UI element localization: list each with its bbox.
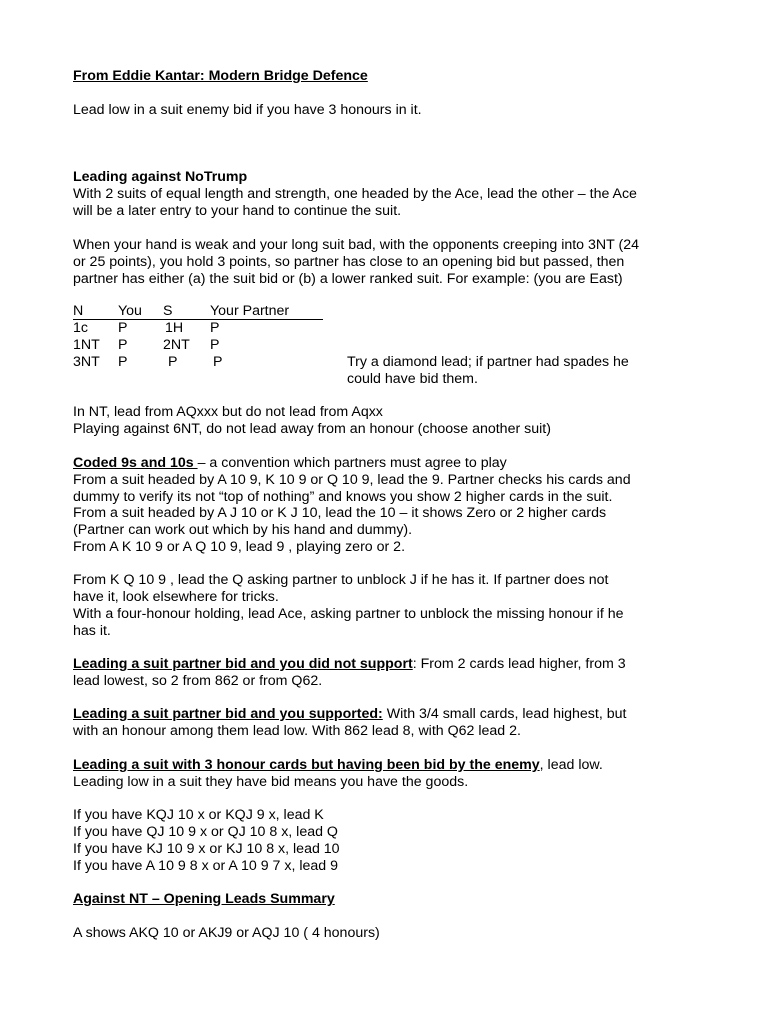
auction-cell: 1H bbox=[165, 320, 184, 336]
enemy-suit-line2: Leading low in a suit they have bid means you have the goods. bbox=[73, 774, 469, 790]
auction-cell: 3NT bbox=[73, 354, 100, 370]
auction-cell: P bbox=[210, 337, 220, 353]
coded-heading-rest: – a convention which partners must agree to play bbox=[197, 455, 507, 471]
nt-p1-line: With 2 suits of equal length and strength, one headed by the Ace, lead the other – the Ace bbox=[73, 186, 637, 202]
auction-cell: 1NT bbox=[73, 337, 100, 353]
partner-suit-supported-rest: With 3/4 small cards, lead highest, but bbox=[382, 706, 627, 722]
nt-p3-line: In NT, lead from AQxxx but do not lead from Aqxx bbox=[73, 404, 383, 420]
auction-note-line: could have bid them. bbox=[347, 371, 478, 387]
auction-cell: P bbox=[118, 337, 128, 353]
enemy-suit-line bbox=[73, 757, 603, 774]
coded-line: From a suit headed by A 10 9, K 10 9 or Q 10 9, lead the 9. Partner checks his cards and bbox=[73, 472, 631, 488]
nt-heading: Leading against NoTrump bbox=[73, 169, 248, 185]
nt-p1-line: will be a later entry to your hand to continue the suit. bbox=[73, 203, 402, 219]
intro-text: Lead low in a suit enemy bid if you have 3 honours in it. bbox=[73, 102, 422, 118]
summary-line: A shows AKQ 10 or AKJ9 or AQJ 10 ( 4 honours) bbox=[73, 925, 380, 941]
auction-header-you: You bbox=[118, 303, 142, 319]
partner-suit-unsupported-rest: : From 2 cards lead higher, from 3 bbox=[412, 656, 626, 672]
kq-line: has it. bbox=[73, 623, 111, 639]
partner-suit-supported-line2: with an honour among them lead low. With 862 lead 8, with Q62 lead 2. bbox=[73, 723, 521, 739]
auction-header-partner: Your Partner bbox=[210, 303, 290, 319]
enemy-suit-heading: Leading a suit with 3 honour cards but having been bid by the enemy bbox=[73, 757, 540, 773]
auction-cell: P bbox=[210, 320, 220, 336]
kq-line: From K Q 10 9 , lead the Q asking partner to unblock J if he has it. If partner does not bbox=[73, 572, 609, 588]
coded-line: dummy to verify its not “top of nothing” and knows you show 2 higher cards in the suit. bbox=[73, 489, 613, 505]
if-line: If you have KQJ 10 x or KQJ 9 x, lead K bbox=[73, 807, 324, 823]
kq-line: have it, look elsewhere for tricks. bbox=[73, 589, 279, 605]
coded-line: From A K 10 9 or A Q 10 9, lead 9 , playing zero or 2. bbox=[73, 539, 406, 555]
if-line: If you have A 10 9 8 x or A 10 9 7 x, lead 9 bbox=[73, 858, 339, 874]
nt-p2-line: partner has either (a) the suit bid or (b) a lower ranked suit. For example: (you are East) bbox=[73, 271, 623, 287]
document-title: From Eddie Kantar: Modern Bridge Defence bbox=[73, 68, 368, 84]
if-line: If you have KJ 10 9 x or KJ 10 8 x, lead 10 bbox=[73, 841, 340, 857]
auction-cell: P bbox=[118, 354, 128, 370]
partner-suit-unsupported-line2: lead lowest, so 2 from 862 or from Q62. bbox=[73, 673, 323, 689]
if-line: If you have QJ 10 9 x or QJ 10 8 x, lead Q bbox=[73, 824, 338, 840]
kq-line: With a four-honour holding, lead Ace, asking partner to unblock the missing honour if he bbox=[73, 606, 624, 622]
coded-line: From a suit headed by A J 10 or K J 10, lead the 10 – it shows Zero or 2 higher cards bbox=[73, 505, 607, 521]
nt-p3-line: Playing against 6NT, do not lead away from an honour (choose another suit) bbox=[73, 421, 551, 437]
auction-header-n: N bbox=[73, 303, 84, 319]
auction-cell: P bbox=[118, 320, 128, 336]
auction-cell: P bbox=[213, 354, 223, 370]
auction-cell: 1c bbox=[73, 320, 88, 336]
partner-suit-supported-heading: Leading a suit partner bid and you supported: bbox=[73, 706, 383, 722]
partner-suit-unsupported-heading: Leading a suit partner bid and you did not support bbox=[73, 656, 413, 672]
nt-p2-line: or 25 points), you hold 3 points, so partner has close to an opening bid but passed, then bbox=[73, 254, 625, 270]
coded-heading: Coded 9s and 10s bbox=[73, 455, 198, 471]
partner-suit-unsupported-line bbox=[73, 656, 626, 673]
nt-p2-line: When your hand is weak and your long suit bad, with the opponents creeping into 3NT (24 bbox=[73, 237, 640, 253]
summary-heading: Against NT – Opening Leads Summary bbox=[73, 891, 335, 907]
auction-header-s: S bbox=[163, 303, 173, 319]
coded-line: (Partner can work out which by his hand and dummy). bbox=[73, 522, 413, 538]
auction-note-line: Try a diamond lead; if partner had spades he bbox=[347, 354, 629, 370]
partner-suit-supported-line bbox=[73, 706, 626, 723]
auction-cell: 2NT bbox=[163, 337, 190, 353]
auction-cell: P bbox=[168, 354, 178, 370]
coded-heading-line bbox=[73, 455, 507, 472]
enemy-suit-rest: , lead low. bbox=[539, 757, 603, 773]
